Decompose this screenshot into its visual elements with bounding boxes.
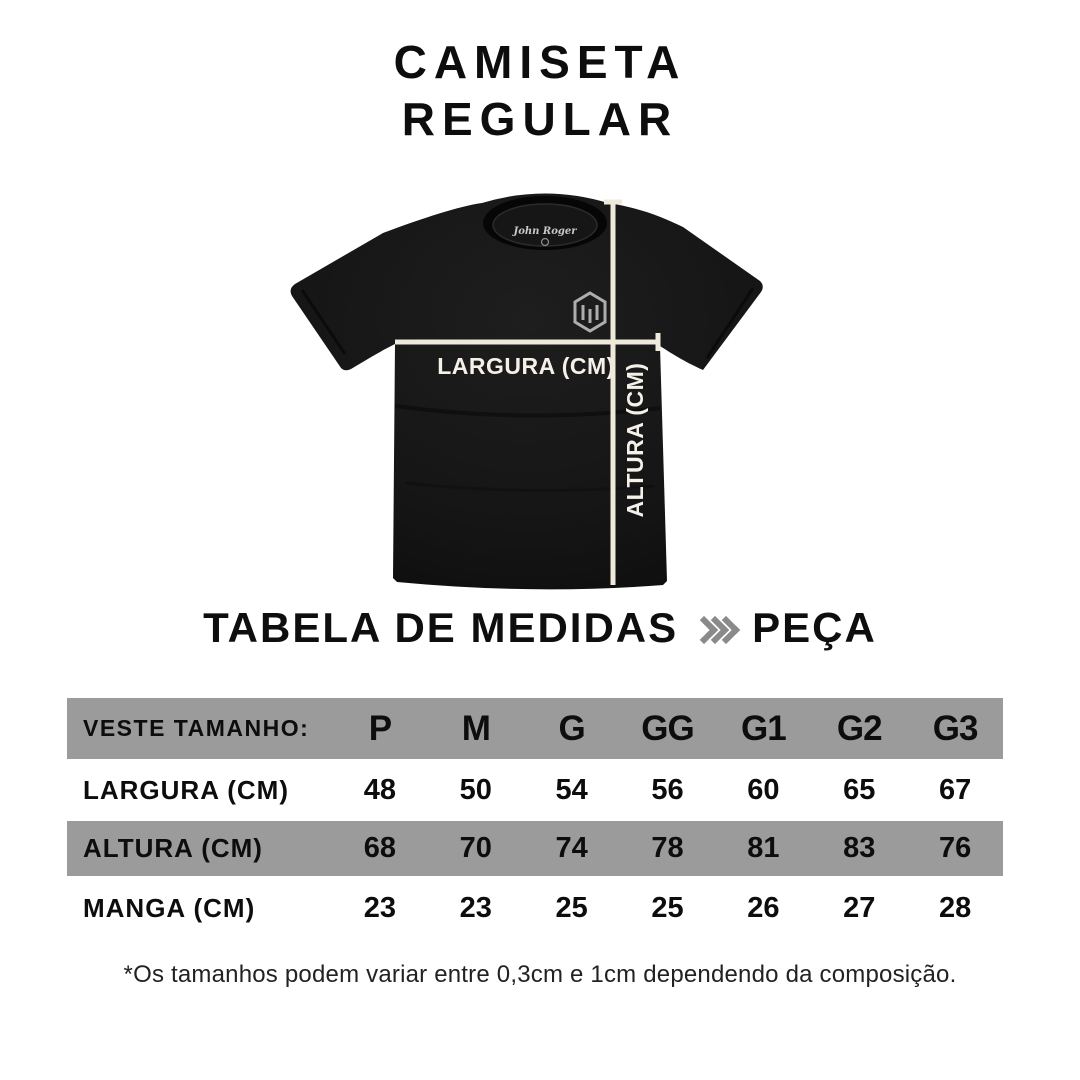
cell-value: 48 — [363, 773, 397, 806]
cell-value: 78 — [651, 832, 684, 864]
cell-value: 76 — [938, 832, 972, 864]
size-col-g3: G3 — [932, 708, 978, 748]
size-table — [67, 698, 1003, 940]
row-label: LARGURA (CM) — [83, 774, 289, 805]
cell-value: 60 — [747, 773, 780, 806]
cell-value: 83 — [843, 832, 876, 864]
height-measure-label: ALTURA (CM) — [622, 362, 648, 518]
table-row-altura — [67, 821, 1003, 876]
cell-value: 56 — [651, 773, 684, 806]
cell-value: 27 — [843, 891, 876, 924]
page-title — [0, 34, 1080, 148]
size-col-g2: G2 — [836, 708, 882, 748]
cell-value: 28 — [938, 891, 972, 924]
size-col-m: M — [461, 708, 490, 748]
table-row-largura — [67, 759, 1003, 821]
cell-value: 74 — [555, 832, 588, 864]
title-line-2: REGULAR — [401, 93, 679, 145]
cell-value: 81 — [747, 832, 780, 864]
size-col-g1: G1 — [741, 708, 786, 748]
size-col-p: P — [368, 708, 392, 748]
cell-value: 54 — [555, 773, 588, 806]
section-heading-left: TABELA DE MEDIDAS — [203, 604, 679, 651]
tshirt-body — [291, 194, 763, 590]
size-col-gg: GG — [641, 708, 694, 748]
cell-value: 68 — [363, 832, 397, 864]
cell-value: 67 — [938, 773, 972, 806]
width-measure-label: LARGURA (CM) — [437, 353, 615, 379]
table-row-manga — [67, 876, 1003, 940]
table-header-row — [67, 698, 1003, 759]
cell-value: 23 — [363, 891, 397, 924]
triple-chevron-right-icon — [694, 616, 736, 640]
row-label: ALTURA (CM) — [83, 833, 263, 863]
section-heading — [0, 604, 1080, 652]
size-col-g: G — [558, 708, 585, 748]
tshirt-photo — [255, 178, 805, 608]
cell-value: 25 — [555, 891, 588, 924]
collar-inner — [493, 204, 597, 246]
cell-value: 23 — [459, 891, 492, 924]
table-header-label: VESTE TAMANHO: — [83, 715, 310, 741]
section-heading-right: PEÇA — [752, 604, 877, 651]
cell-value: 70 — [459, 832, 492, 864]
title-line-1: CAMISETA — [393, 36, 687, 88]
cell-value: 65 — [843, 773, 876, 806]
footnote: *Os tamanhos podem variar entre 0,3cm e 1cm dependendo da composição. — [123, 961, 957, 988]
cell-value: 26 — [747, 891, 780, 924]
cell-value: 25 — [651, 891, 684, 924]
cell-value: 50 — [459, 773, 492, 806]
neck-tag-label: John Roger — [513, 226, 577, 237]
row-label: MANGA (CM) — [83, 892, 256, 923]
